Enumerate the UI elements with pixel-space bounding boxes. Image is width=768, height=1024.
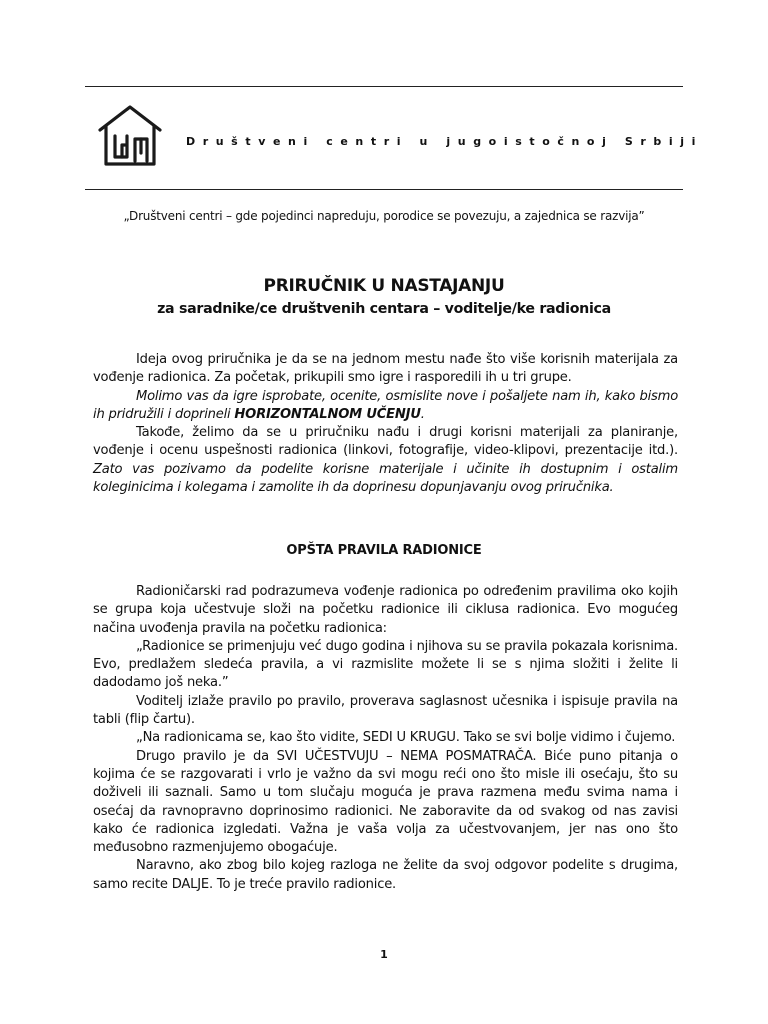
intro-paragraph-3 [93, 424, 678, 497]
rules-section [93, 583, 678, 894]
rules-paragraph: „Na radionicama se, kao što vidite, SEDI U KRUGU. Tako se svi bolje vidimo i čujemo. [136, 730, 676, 746]
header-title: Društveni centri u jugoistočnoj Srbiji [186, 135, 704, 148]
page-number: 1 [380, 948, 388, 961]
header-bottom-rule [85, 189, 683, 190]
rules-paragraph: Drugo pravilo je da SVI UČESTVUJU – NEMA POSMATRAČA. Biće puno pitanja o kojima će se razgovarati i vrlo je važno da svi mogu reći ono što misle ili osećaju, što su doživeli ili saznali. Samo u tom slučaju moguća je prava razmena među svima nama i osećaj da ravnopravno doprinosimo radionici. Ne zaboravite da od svakog od nas zavisi kako će radionica izgledati. Važna je vaša volja za učestvovanjem, jer nas ono što međusobno razmenjujemo obogaćuje. [93, 748, 678, 856]
header-top-rule [85, 86, 683, 87]
document-subtitle: za saradnike/ce društvenih centara – voditelje/ke radionica [157, 301, 611, 317]
document-title: PRIRUČNIK U NASTAJANJU [263, 276, 505, 296]
rules-paragraph: Voditelj izlaže pravilo po pravilo, proverava saglasnost učesnika i ispisuje pravila na tabli (flip čartu). [93, 693, 678, 728]
intro-paragraph-2 [93, 388, 678, 425]
intro-paragraph-3-italic: Zato vas pozivamo da podelite korisne materijale i učinite ih dostupnim i ostalim koleginicima i kolegama i zamolite ih da doprinesu dopunjavanju ovog priručnika. [93, 461, 678, 496]
intro-paragraph-3-text: Takođe, želimo da se u priručniku nađu i drugi korisni materijali za planiranje, vođenje i ocenu uspešnosti radionica (linkovi, fotografije, video-klipovi, prezentacije itd.). [93, 425, 678, 459]
section-title: OPŠTA PRAVILA RADIONICE [286, 543, 482, 558]
rules-paragraph: Radioničarski rad podrazumeva vođenje radionica po određenim pravilima oko kojih se grupa koja učestvuje složi na početku radionice ili ciklusa radionica. Evo mogućeg načina uvođenja pravila na početku radionica: [93, 584, 678, 636]
intro-section [93, 351, 678, 497]
intro-paragraph-2-end: . [420, 406, 425, 422]
motto: „Društveni centri – gde pojedinci napreduju, porodice se povezuju, a zajednica se razvija” [123, 209, 645, 223]
rules-paragraph: „Radionice se primenjuju već dugo godina i njihova su se pravila pokazala korisnima. Evo, predlažem sledeća pravila, a vi razmislite možete li se s njima složiti i želite li dadodamo još neka.” [93, 638, 678, 691]
horizontal-learning-emphasis: HORIZONTALNOM UČENJU [234, 406, 421, 422]
intro-paragraph-2-italic: Molimo vas da igre isprobate, ocenite, osmislite nove i pošaljete nam ih, kako bismo ih pridružili i doprineli [93, 388, 678, 422]
house-logo-icon [97, 103, 163, 169]
rules-paragraph: Naravno, ako zbog bilo kojeg razloga ne želite da svoj odgovor podelite s drugima, samo recite DALJE. To je treće pravilo radionice. [93, 858, 678, 892]
intro-paragraph-1: Ideja ovog priručnika je da se na jednom mestu nađe što više korisnih materijala za vođenje radionica. Za početak, prikupili smo igre i rasporedili ih u tri grupe. [93, 352, 678, 386]
